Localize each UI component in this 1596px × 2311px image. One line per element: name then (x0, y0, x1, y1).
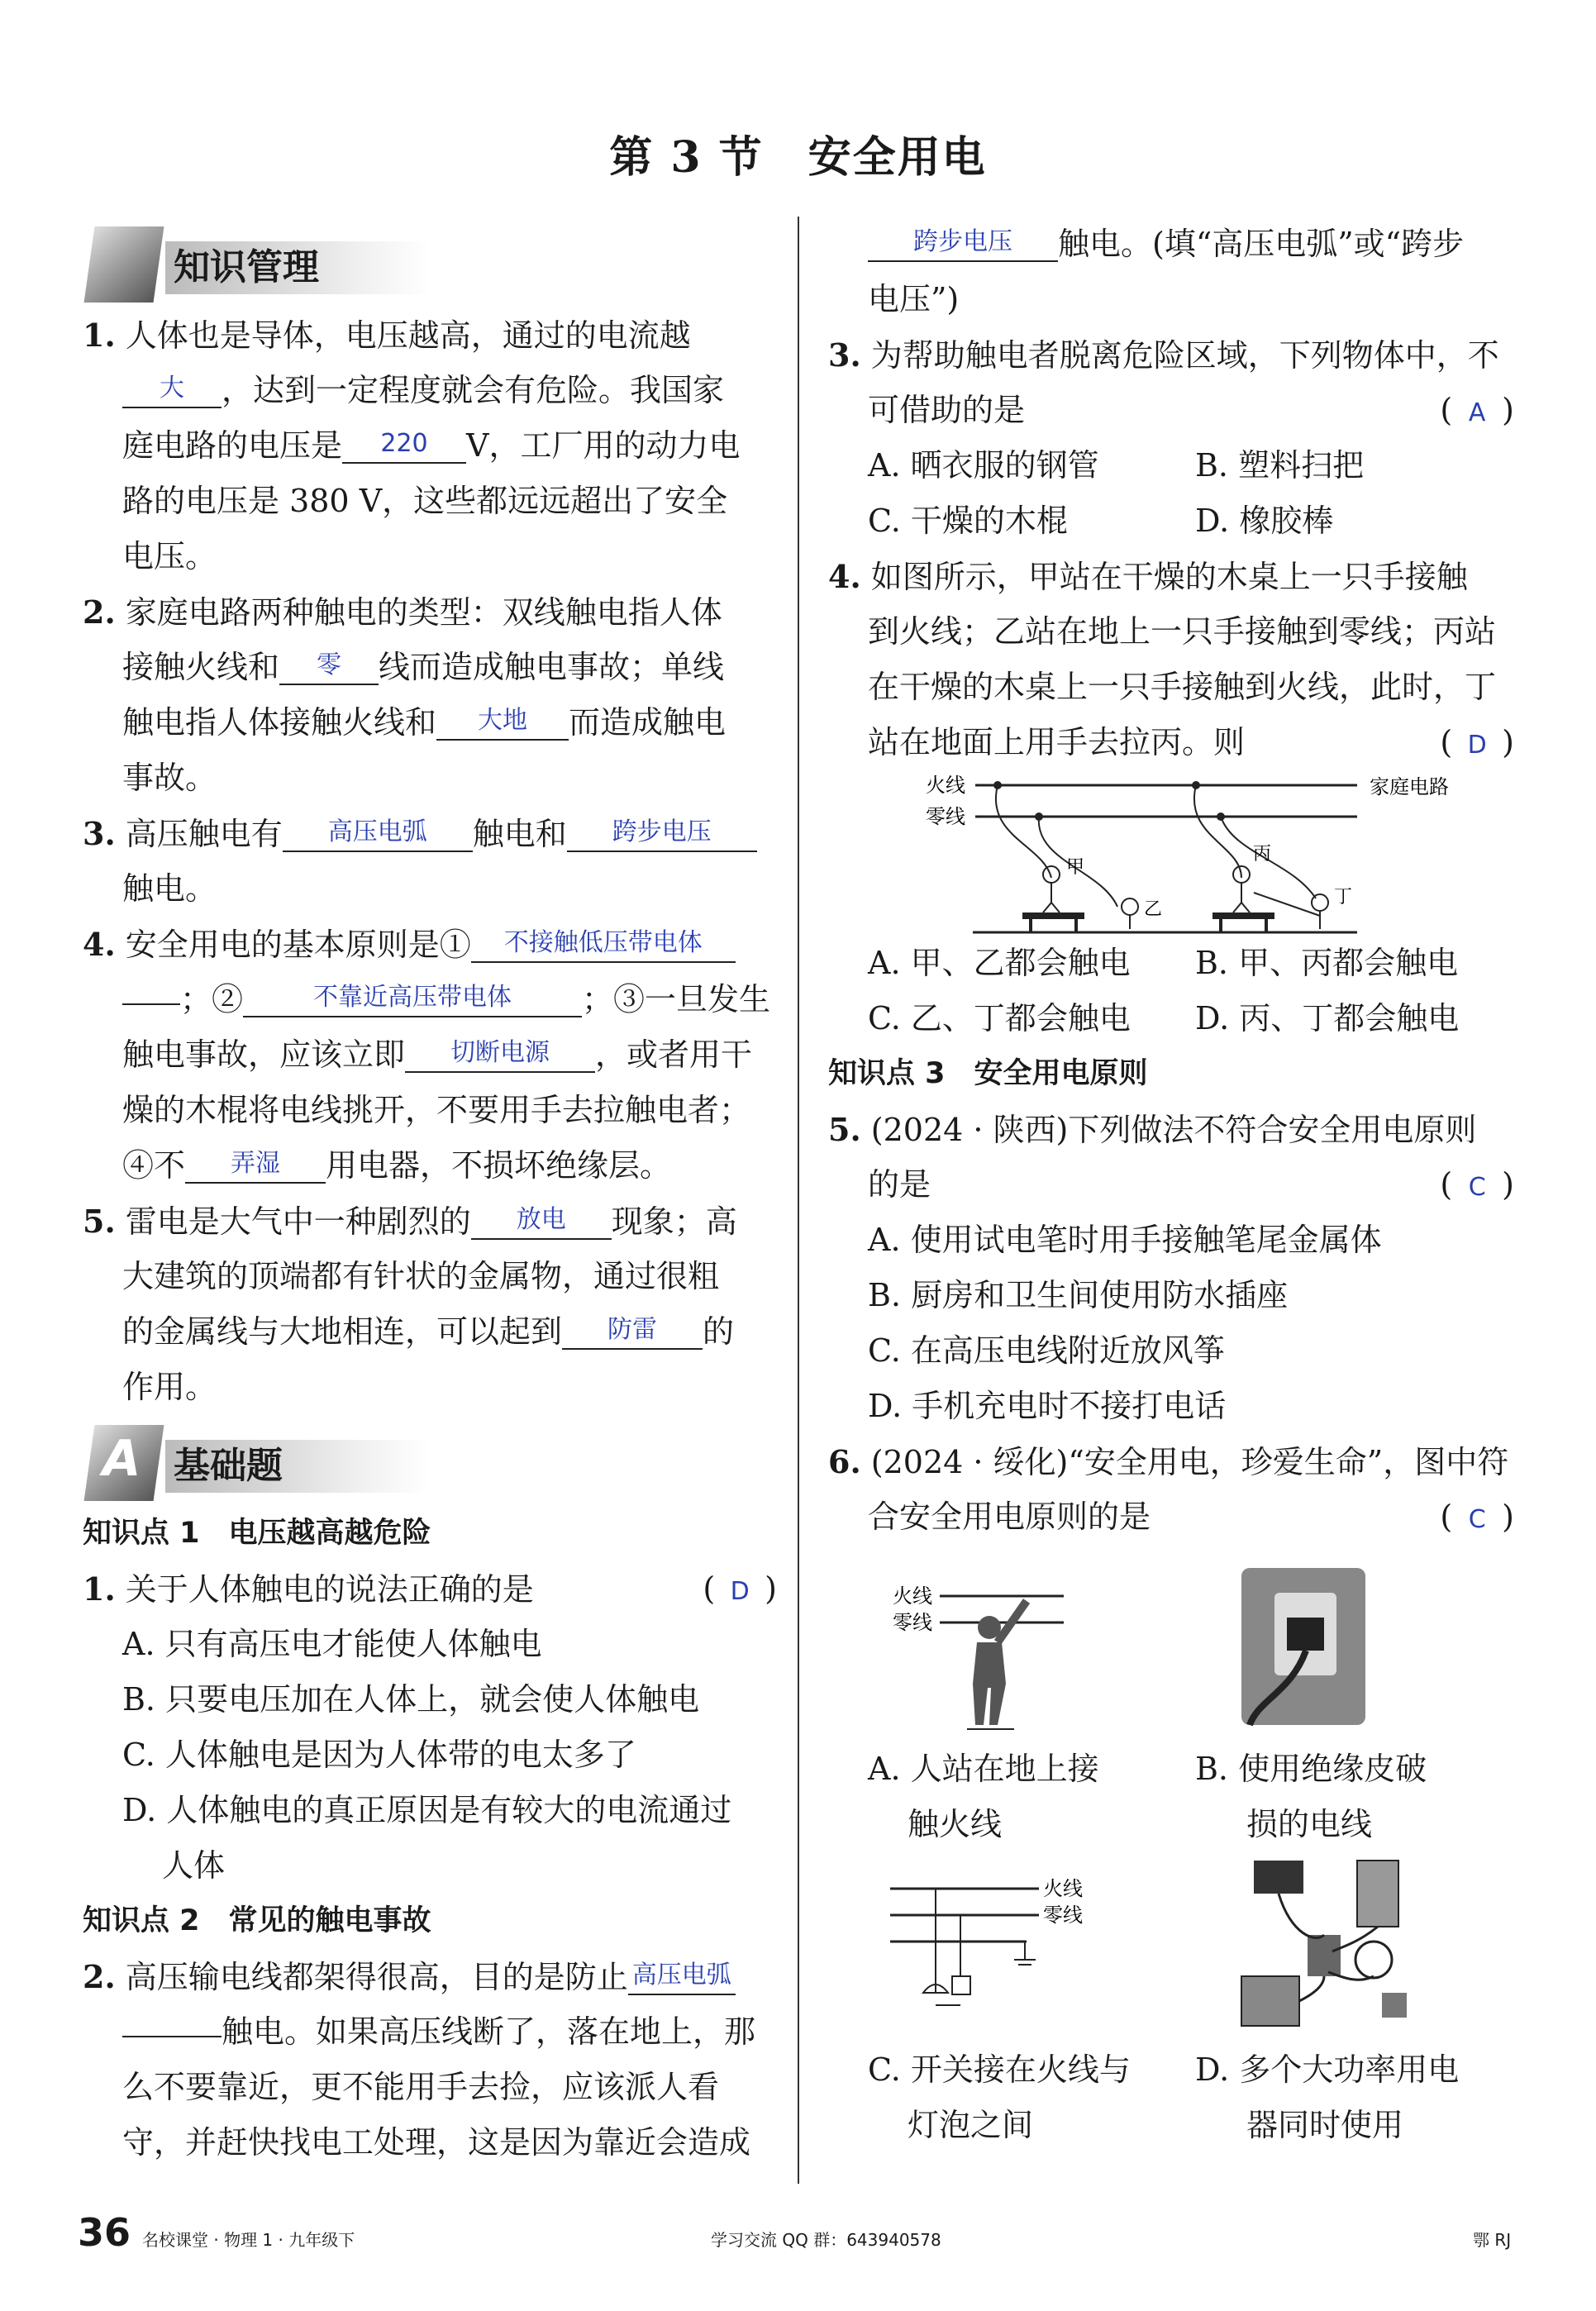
answer-choice: C (1468, 1173, 1486, 1202)
question-text: 的 (703, 1313, 735, 1350)
question-text: 庭电路的电压是 (122, 427, 343, 464)
question-text: 站在地面上用手去拉丙。则 (868, 724, 1246, 760)
live-wire-label: 火线 (926, 774, 965, 797)
option-c: C. 乙、丁都会触电 (868, 1000, 1131, 1036)
question-number: 3. (828, 336, 861, 374)
page-footer (0, 2207, 1596, 2256)
left-column (83, 217, 785, 2170)
option-a: A. 晒衣服的钢管 (868, 447, 1099, 484)
option-b: B. 只要电压加在人体上，就会使人体触电 (122, 1681, 700, 1718)
basic-question-6 (828, 1434, 1522, 2153)
neutral-wire-label: 零线 (926, 805, 965, 828)
wooden-table (1212, 912, 1274, 919)
question-text: 么不要靠近，更不能用手去捡，应该派人看 (122, 2069, 720, 2105)
answer-blank: 放电 (471, 1202, 612, 1240)
option-b: B. 塑料扫把 (1195, 447, 1365, 484)
question-number: 1. (83, 1570, 116, 1608)
answer-blank: 跨步电压 (868, 224, 1058, 262)
option-c-cont: 灯泡之间 (908, 2107, 1034, 2143)
question-text: ，或者用干 (595, 1036, 753, 1073)
answer-blank: 高压电弧 (283, 814, 473, 852)
answer-blank: 零 (279, 647, 379, 685)
question-number: 2. (83, 1958, 116, 1995)
answer-blank: 跨步电压 (567, 814, 757, 852)
option-d: D. 手机充电时不接打电话 (868, 1388, 1227, 1424)
question-text: 关于人体触电的说法正确的是 (125, 1571, 534, 1608)
section-letter: A (102, 1430, 141, 1488)
question-text: 触电。(填“高压电弧”或“跨步 (1058, 226, 1465, 262)
option-b: B. 厨房和卫生间使用防水插座 (868, 1277, 1289, 1313)
question-text: 家庭电路两种触电的类型：双线触电指人体 (125, 594, 722, 631)
option-d: D. 多个大功率用电 (1195, 2051, 1460, 2088)
answer-bracket: ( D ) (703, 1561, 777, 1619)
knowledge-point-heading: 知识点 3 安全用电原则 (828, 1057, 1148, 1090)
book-title: 名校课堂 · 物理 1 · 九年级下 (142, 2230, 355, 2250)
question-number: 2. (83, 593, 116, 631)
option-b-cont: 损的电线 (1246, 1806, 1373, 1842)
question-text: 接触火线和 (122, 649, 280, 685)
person-label: 甲 (1066, 857, 1085, 878)
person-label: 丙 (1253, 844, 1272, 865)
question-text: 高压输电线都架得很高，目的是防止 (125, 1959, 628, 1995)
answer-bracket: ( C ) (1440, 1157, 1514, 1215)
question-text: 触电和 (472, 816, 567, 852)
person-label: 乙 (1144, 899, 1163, 920)
question-text: 高压触电有 (125, 816, 283, 852)
home-circuit-label: 家庭电路 (1370, 775, 1449, 798)
answer-choice: A (1468, 398, 1486, 427)
option-figures-row2 (828, 1852, 1522, 2042)
question-text: 路的电压是 380 V，这些都远远超出了安全 (122, 483, 728, 519)
live-wire-label: 火线 (893, 1584, 932, 1608)
question-4 (83, 917, 785, 1194)
answer-choice: C (1468, 1505, 1486, 1534)
answer-blank: 大 (122, 370, 222, 408)
question-text: ，达到一定程度就会有危险。我国家 (222, 372, 725, 408)
banner-block (84, 226, 164, 303)
question-number: 1. (83, 317, 116, 354)
question-text: 电压。 (122, 538, 217, 574)
question-number: 6. (828, 1443, 861, 1480)
person-yi (1122, 898, 1138, 929)
option-a: A. 只有高压电才能使人体触电 (122, 1626, 542, 1662)
option-d-cont: 人体 (162, 1847, 226, 1884)
answer-choice: D (730, 1577, 750, 1606)
knowledge-point-heading: 知识点 2 常见的触电事故 (83, 1904, 431, 1937)
question-text: 人体也是导体，电压越高，通过的电流越 (125, 317, 691, 354)
option-d: D. 橡胶棒 (1195, 503, 1334, 539)
question-text: 燥的木棍将电线挑开，不要用手去拉触电者； (122, 1092, 751, 1128)
option-figures-row1 (828, 1560, 1522, 1742)
option-c: C. 开关接在火线与 (868, 2051, 1131, 2088)
question-number: 3. (83, 815, 116, 852)
neutral-wire-label: 零线 (1043, 1904, 1083, 1927)
option-a: A. 甲、乙都会触电 (868, 945, 1131, 981)
person-jia (1043, 866, 1060, 912)
page-number: 36 (78, 2210, 131, 2255)
question-text: (2024 · 陕西)下列做法不符合安全用电原则 (870, 1112, 1477, 1148)
section-title: 基础题 (165, 1440, 430, 1493)
live-wire-label: 火线 (1043, 1877, 1083, 1900)
question-text: 触电事故，应该立即 (122, 1036, 406, 1073)
option-d: D. 丙、丁都会触电 (1195, 1000, 1460, 1036)
circuit-diagram (828, 770, 1522, 936)
neutral-wire-label: 零线 (893, 1611, 932, 1634)
question-number: 4. (83, 926, 116, 963)
question-text: 合安全用电原则的是 (868, 1499, 1151, 1535)
switch-lamp-circuit-icon (890, 1889, 1039, 2005)
multiple-appliances-icon (1241, 1861, 1407, 2026)
qq-group: 学习交流 QQ 群：643940578 (711, 2230, 941, 2250)
basic-question-1 (83, 1561, 785, 1894)
question-2 (83, 584, 785, 806)
column-divider (798, 217, 799, 2184)
question-text: 触电。 (122, 870, 217, 907)
question-text: 触电。如果高压线断了，落在地上，那 (222, 2013, 756, 2050)
option-a: A. 使用试电笔时用手接触笔尾金属体 (868, 1222, 1382, 1258)
answer-blank-tail (122, 2036, 222, 2037)
right-column (828, 217, 1522, 2153)
option-b: B. 使用绝缘皮破 (1195, 1751, 1427, 1787)
option-c: C. 干燥的木棍 (868, 503, 1068, 539)
option-c: C. 人体触电是因为人体带的电太多了 (122, 1737, 636, 1773)
basic-question-3 (828, 327, 1522, 549)
person-label: 丁 (1334, 887, 1353, 908)
option-b: B. 甲、丙都会触电 (1195, 945, 1459, 981)
question-text: 到火线；乙站在地上一只手接触到零线；丙站 (868, 613, 1497, 650)
question-text: 而造成触电 (569, 704, 727, 741)
answer-blank: 高压电弧 (628, 1957, 736, 1995)
person-touching-wire-icon (967, 1601, 1027, 1729)
option-d: D. 人体触电的真正原因是有较大的电流通过 (122, 1792, 732, 1828)
question-text: 用电器，不损坏绝缘层。 (326, 1147, 672, 1184)
damaged-wire-plug-icon (1241, 1568, 1365, 1725)
answer-blank: 不靠近高压带电体 (243, 979, 582, 1017)
option-a: A. 人站在地上接 (868, 1751, 1099, 1787)
question-1 (83, 307, 785, 584)
basic-question-2 (83, 1949, 785, 2170)
option-c: C. 在高压电线附近放风筝 (868, 1332, 1225, 1369)
question-number: 5. (83, 1203, 116, 1240)
question-text: 事故。 (122, 760, 217, 796)
answer-blank: 防雷 (562, 1312, 703, 1350)
question-text: 守，并赶快找电工处理，这是因为靠近会造成 (122, 2124, 751, 2161)
section-banner-knowledge (83, 217, 785, 307)
question-text: 如图所示，甲站在干燥的木桌上一只手接触 (870, 559, 1468, 595)
section-title: 知识管理 (165, 241, 430, 294)
question-text: 触电指人体接触火线和 (122, 704, 437, 741)
question-text: 雷电是大气中一种剧烈的 (125, 1203, 471, 1240)
answer-bracket: ( C ) (1440, 1489, 1514, 1547)
answer-blank: 切断电源 (405, 1035, 595, 1073)
answer-blank: 不接触低压带电体 (471, 925, 736, 963)
answer-blank: 弄湿 (185, 1146, 326, 1184)
knowledge-point-heading: 知识点 1 电压越高越危险 (83, 1517, 431, 1550)
circuit-figure-q4 (828, 770, 1522, 936)
question-number: 5. (828, 1111, 861, 1148)
option-d-cont: 器同时使用 (1246, 2107, 1404, 2143)
question-text: 安全用电的基本原则是① (125, 927, 471, 963)
edition-label: 鄂 RJ (1473, 2230, 1512, 2250)
question-text: 的金属线与大地相连，可以起到 (122, 1313, 563, 1350)
question-text: 在干燥的木桌上一只手接触到火线，此时，丁 (868, 669, 1497, 705)
option-a-cont: 触火线 (908, 1806, 1003, 1842)
question-text: ④不 (122, 1147, 186, 1184)
wooden-table (1022, 912, 1084, 919)
question-text: 为帮助触电者脱离危险区域，下列物体中，不 (870, 337, 1499, 374)
question-text: ；③一旦发生 (582, 981, 771, 1017)
question-5 (83, 1194, 785, 1415)
basic-question-5 (828, 1102, 1522, 1434)
answer-blank-tail (122, 1003, 180, 1005)
answer-bracket: ( D ) (1440, 715, 1514, 773)
answer-blank: 大地 (436, 703, 569, 741)
section-banner-basic (83, 1415, 785, 1506)
question-text: V，工厂用的动力电 (466, 427, 741, 464)
answer-bracket: ( A ) (1440, 383, 1514, 441)
answer-choice: D (1467, 731, 1487, 760)
question-text: (2024 · 绥化)“安全用电，珍爱生命”，图中符 (870, 1444, 1509, 1480)
basic-question-4 (828, 549, 1522, 1046)
question-text: 线而造成触电事故；单线 (379, 649, 725, 685)
question-text: 现象；高 (611, 1203, 737, 1240)
question-text: 大建筑的顶端都有针状的金属物，通过很粗 (122, 1258, 720, 1294)
question-text: 作用。 (122, 1369, 217, 1405)
question-number: 4. (828, 558, 861, 595)
question-text: 可借助的是 (868, 392, 1026, 428)
question-text: 的是 (868, 1166, 931, 1203)
question-text: ；② (180, 981, 244, 1017)
basic-question-2-continued (828, 217, 1522, 327)
question-3 (83, 806, 785, 917)
question-text: 电压”) (868, 281, 960, 317)
page-title: 第 3 节 安全用电 (609, 132, 987, 183)
answer-blank: 220 (342, 426, 466, 464)
